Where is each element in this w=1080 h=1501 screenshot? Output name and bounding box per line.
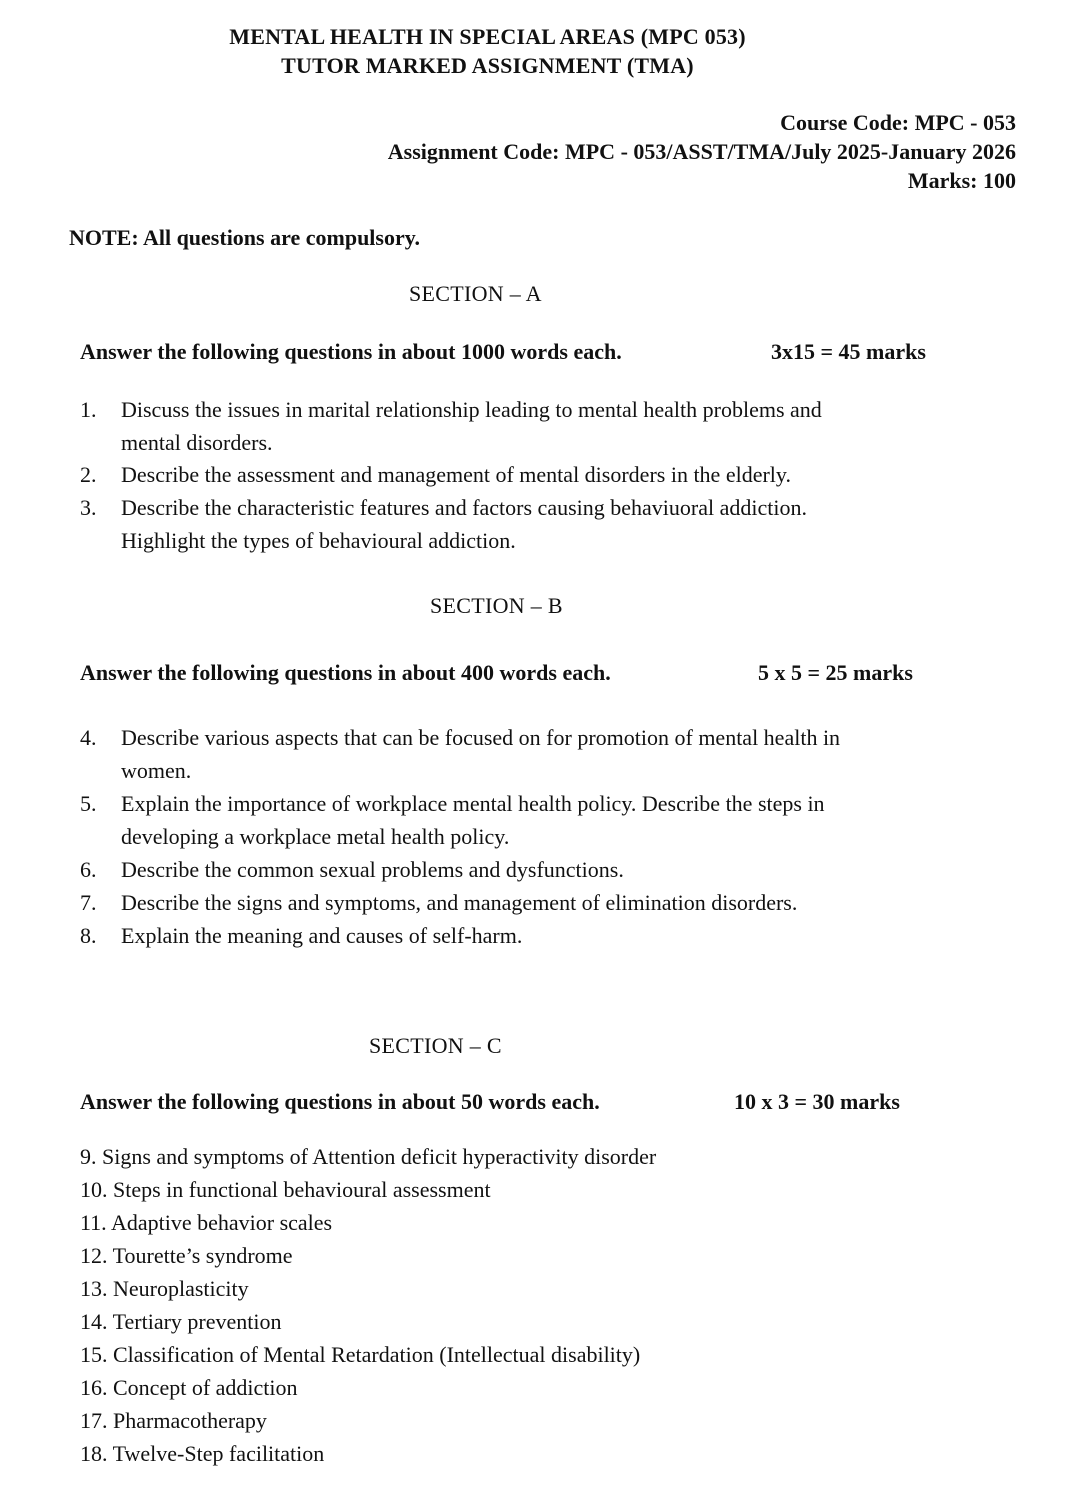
section-b-marks: 5 x 5 = 25 marks xyxy=(758,660,913,685)
question-9: 9. Signs and symptoms of Attention deficit hyperactivity disorder xyxy=(80,1144,657,1169)
section-c-heading: SECTION – C xyxy=(369,1033,502,1058)
question-17: 17. Pharmacotherapy xyxy=(80,1408,267,1433)
question-12: 12. Tourette’s syndrome xyxy=(80,1243,293,1268)
document-subtitle: TUTOR MARKED ASSIGNMENT (TMA) xyxy=(281,53,694,78)
total-marks: Marks: 100 xyxy=(907,168,1016,193)
question-14: 14. Tertiary prevention xyxy=(80,1309,282,1334)
question-16: 16. Concept of addiction xyxy=(80,1375,298,1400)
question-10: 10. Steps in functional behavioural assessment xyxy=(80,1177,491,1202)
section-c-marks: 10 x 3 = 30 marks xyxy=(734,1089,900,1114)
section-a-heading: SECTION – A xyxy=(409,281,542,306)
document-title: MENTAL HEALTH IN SPECIAL AREAS (MPC 053) xyxy=(229,24,746,49)
section-a-instruction: Answer the following questions in about 1000 words each. xyxy=(80,339,622,364)
assignment-code: Assignment Code: MPC - 053/ASST/TMA/July 2025-January 2026 xyxy=(387,139,1016,164)
course-code: Course Code: MPC - 053 xyxy=(780,110,1016,135)
section-b-instruction: Answer the following questions in about 400 words each. xyxy=(80,660,611,685)
section-b-heading: SECTION – B xyxy=(430,593,563,618)
compulsory-note: NOTE: All questions are compulsory. xyxy=(69,225,421,250)
question-13: 13. Neuroplasticity xyxy=(80,1276,249,1301)
question-11: 11. Adaptive behavior scales xyxy=(80,1210,333,1235)
question-15: 15. Classification of Mental Retardation (Intellectual disability) xyxy=(80,1342,641,1367)
section-a-marks: 3x15 = 45 marks xyxy=(771,339,926,364)
question-18: 18. Twelve-Step facilitation xyxy=(80,1441,325,1466)
section-c-instruction: Answer the following questions in about 50 words each. xyxy=(80,1089,600,1114)
